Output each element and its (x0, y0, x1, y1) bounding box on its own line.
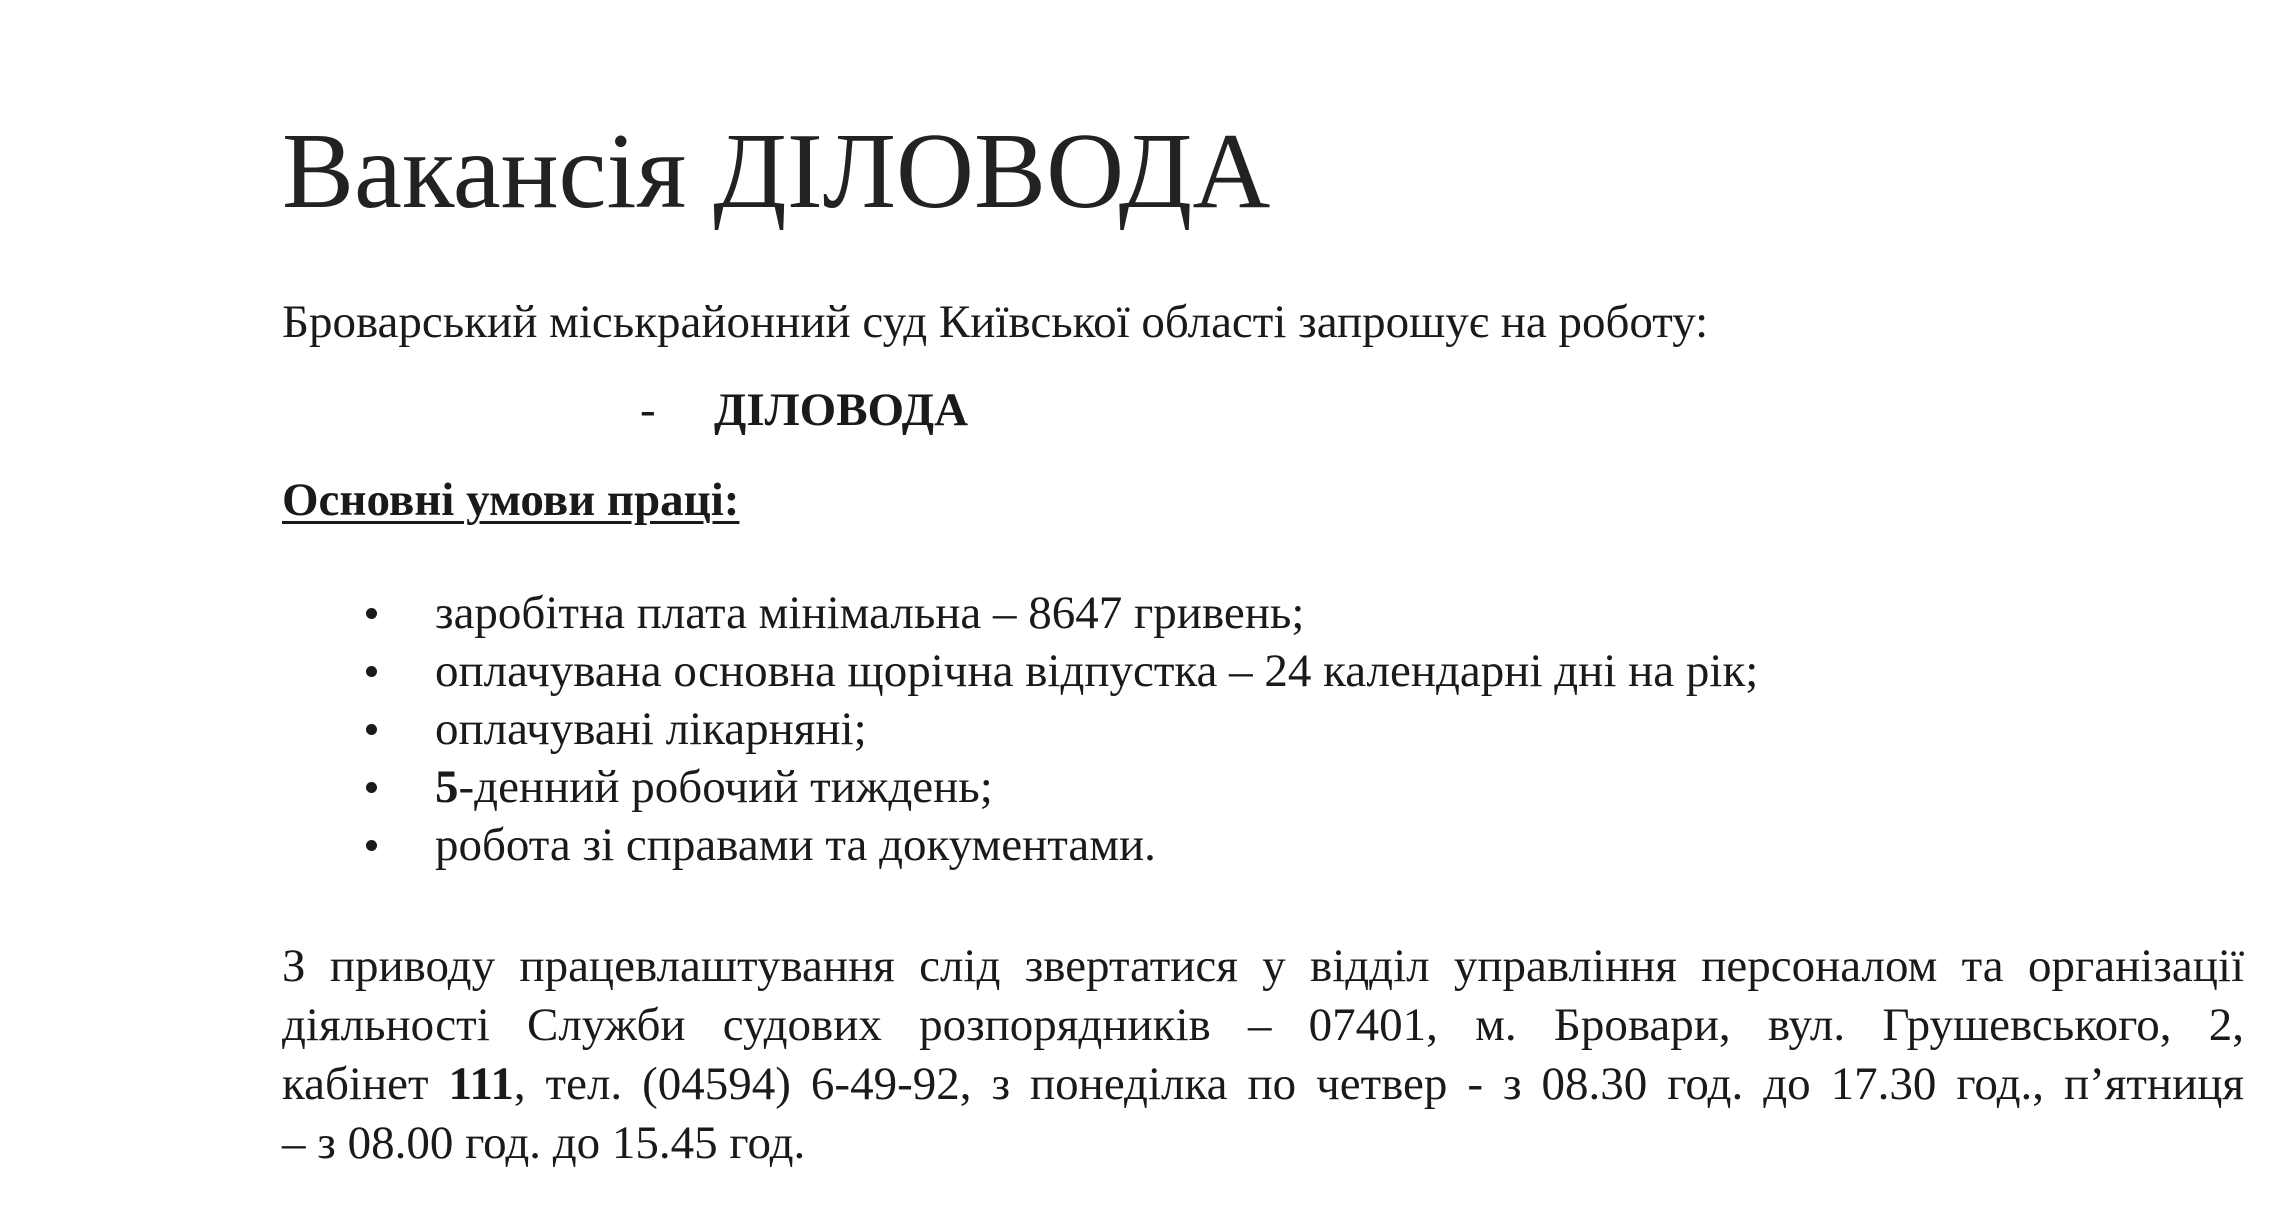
position-name: ДІЛОВОДА (714, 384, 969, 436)
list-item-text: заробітна плата мінімальна – 8647 гривень; (435, 587, 1305, 639)
list-item (282, 700, 1758, 758)
position-dash: - (640, 384, 656, 436)
intro-text: Броварський міськрайонний суд Київської області запрошує на роботу: (282, 296, 1709, 348)
bullet-icon (366, 782, 377, 793)
list-item (282, 758, 1758, 816)
contact-line-3-start: кабінет (282, 1058, 449, 1110)
office-number: 111 (448, 1058, 514, 1110)
list-item (282, 642, 1758, 700)
bullet-icon (366, 608, 377, 619)
bullet-icon (366, 840, 377, 851)
contact-line-3-end: , тел. (04594) 6-49-92, з понеділка по четвер - з 08.30 год. до 17.30 год., п’ятниця (513, 1058, 2244, 1110)
list-item-text: оплачувані лікарняні; (435, 703, 867, 755)
contact-line-3 (282, 1055, 2244, 1114)
document-title: Вакансія ДІЛОВОДА (282, 112, 1271, 231)
list-item-text: оплачувана основна щорічна відпустка – 24 календарні дні на рік; (435, 645, 1759, 697)
list-item (282, 584, 1758, 642)
contact-line-4: – з 08.00 год. до 15.45 год. (282, 1117, 806, 1169)
position-line (640, 380, 968, 440)
bullet-icon (366, 724, 377, 735)
contact-line-2: діяльності Служби судових розпорядників – 07401, м. Бровари, вул. Грушевського, 2, (282, 999, 2244, 1051)
conditions-list (282, 584, 1758, 874)
conditions-heading: Основні умови праці: (282, 474, 740, 526)
contact-line-1: З приводу працевлаштування слід звертатися у відділ управління персоналом та організації (282, 940, 2244, 992)
list-item-bold: 5 (435, 761, 459, 813)
contact-paragraph (282, 937, 2244, 1173)
bullet-icon (366, 666, 377, 677)
list-item (282, 816, 1758, 874)
list-item-text: -денний робочий тиждень; (458, 761, 993, 813)
list-item-text: робота зі справами та документами. (435, 819, 1156, 871)
